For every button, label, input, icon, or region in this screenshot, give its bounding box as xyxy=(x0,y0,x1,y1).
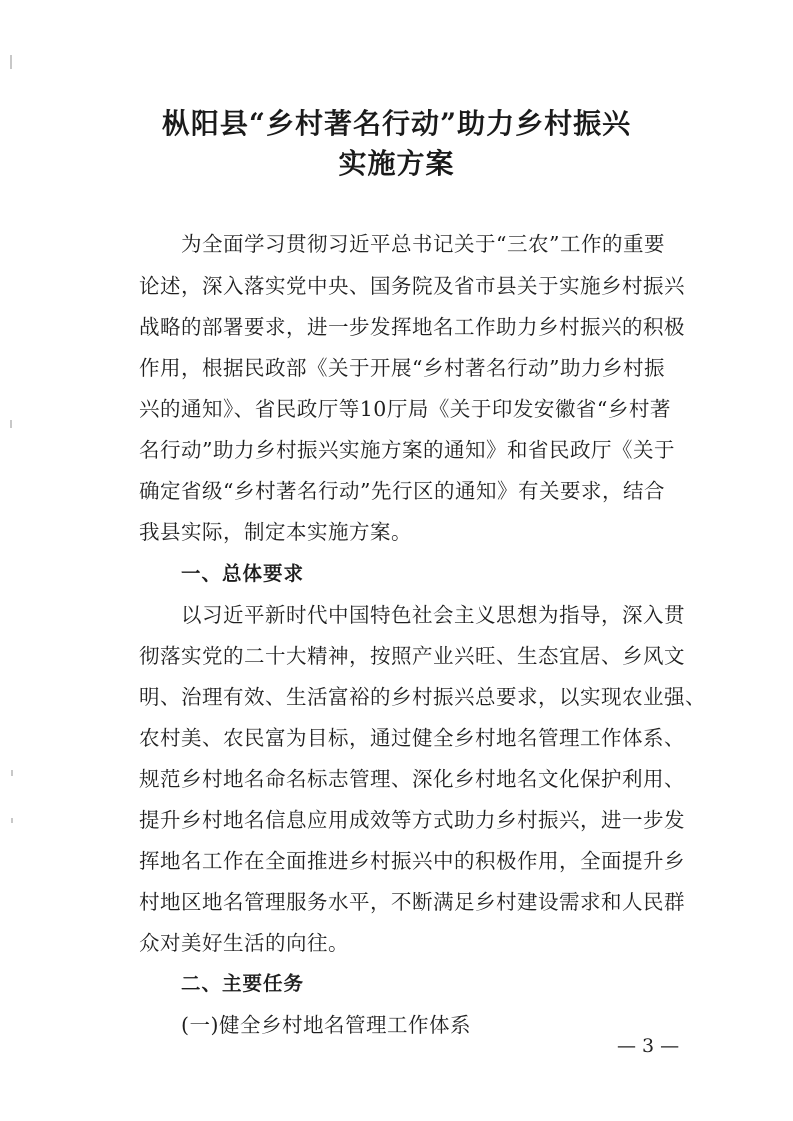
section-heading-general-requirements: 一、总体要求 xyxy=(181,562,305,585)
section1-line: 规范乡村地名命名标志管理、深化乡村地名文化保护利用、 xyxy=(139,767,685,791)
section1-line: 提升乡村地名信息应用成效等方式助力乡村振兴，进一步发 xyxy=(139,808,685,832)
subsection-heading: (一)健全乡村地名管理工作体系 xyxy=(181,1013,471,1037)
intro-line: 兴的通知》、省民政厅等10厅局《关于印发安徽省“乡村著 xyxy=(139,397,671,421)
section1-line: 挥地名工作在全面推进乡村振兴中的积极作用，全面提升乡 xyxy=(139,849,685,873)
section1-line: 农村美、农民富为目标，通过健全乡村地名管理工作体系、 xyxy=(139,726,685,750)
intro-line: 论述，深入落实党中央、国务院及省市县关于实施乡村振兴 xyxy=(139,274,685,298)
scan-artifact xyxy=(11,770,13,776)
section1-line: 村地区地名管理服务水平，不断满足乡村建设需求和人民群 xyxy=(139,890,685,914)
intro-line: 作用，根据民政部《关于开展“乡村著名行动”助力乡村振 xyxy=(139,356,665,380)
scan-artifact xyxy=(11,818,13,823)
scan-artifact xyxy=(10,55,12,69)
intro-line: 我县实际，制定本实施方案。 xyxy=(139,520,412,544)
document-title-line-2: 实施方案 xyxy=(338,147,455,180)
scan-artifact xyxy=(10,420,12,428)
intro-line: 战略的部署要求，进一步发挥地名工作助力乡村振兴的积极 xyxy=(139,315,685,339)
document-title-line-1: 枞阳县“乡村著名行动”助力乡村振兴 xyxy=(161,107,632,140)
section1-line: 众对美好生活的向往。 xyxy=(139,931,349,955)
intro-line: 为全面学习贯彻习近平总书记关于“三农”工作的重要 xyxy=(181,232,665,256)
section-heading-main-tasks: 二、主要任务 xyxy=(181,972,305,995)
section1-line: 彻落实党的二十大精神，按照产业兴旺、生态宜居、乡风文 xyxy=(139,644,685,668)
page-number: — 3 — xyxy=(617,1035,680,1057)
intro-line: 名行动”助力乡村振兴实施方案的通知》和省民政厅《关于 xyxy=(139,438,675,462)
section1-line: 以习近平新时代中国特色社会主义思想为指导，深入贯 xyxy=(181,603,685,627)
section1-line: 明、治理有效、生活富裕的乡村振兴总要求，以实现农业强、 xyxy=(139,685,706,709)
intro-line: 确定省级“乡村著名行动”先行区的通知》有关要求，结合 xyxy=(139,479,665,503)
